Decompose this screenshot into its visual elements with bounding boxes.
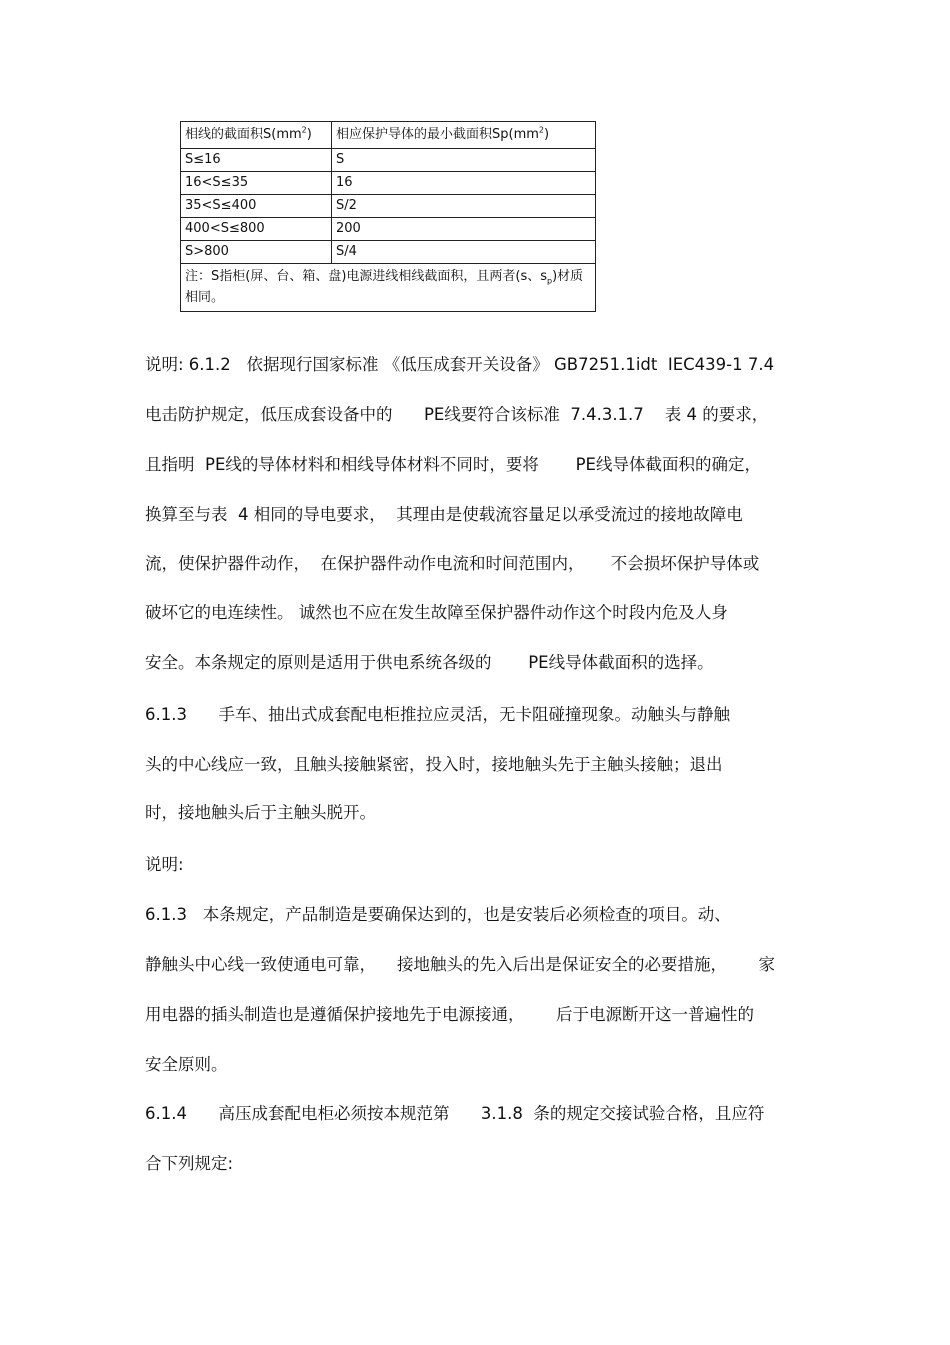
body-line: 破坏它的电连续性。 诚然也不应在发生故障至保护器件动作这个时段内危及人身 [145, 603, 728, 622]
table-note-text: 注：S指柜(屏、台、箱、盘)电源进线相线截面积，且两者(s、s [185, 269, 548, 284]
table-header-phase-section [181, 122, 332, 149]
body-line: 6.1.3 手车、抽出式成套配电柜推拉应灵活，无卡阻碰撞现象。动触头与静触 [145, 705, 730, 724]
table-row [181, 195, 596, 218]
table-note-subscript: p [547, 276, 553, 286]
header-col2-close: ) [544, 127, 550, 142]
body-line: 说明: [145, 855, 184, 874]
body-line: 流，使保护器件动作， 在保护器件动作电流和时间范围内， 不会损坏保护导体或 [145, 554, 760, 573]
body-line: 安全原则。 [145, 1055, 228, 1074]
body-line: 静触头中心线一致使通电可靠， 接地触头的先入后出是保证安全的必要措施， 家 [145, 955, 775, 974]
table-cell-value: S/4 [332, 241, 596, 264]
table-header-pe-section [332, 122, 596, 149]
body-line: 6.1.3 本条规定，产品制造是要确保达到的，也是安装后必须检查的项目。动、 [145, 905, 731, 924]
table-note-text-end: )材质相同。 [185, 269, 584, 305]
table-header-row [181, 122, 596, 149]
table-cell-value: S [332, 149, 596, 172]
table-row [181, 241, 596, 264]
table-note [181, 264, 596, 312]
pe-conductor-section-table [180, 121, 596, 312]
table-cell-value: S/2 [332, 195, 596, 218]
table-cell-value: 16 [332, 172, 596, 195]
body-line: 说明: 6.1.2 依据现行国家标准 《低压成套开关设备》 GB7251.1idt IEC439-1 7.4 [145, 355, 775, 374]
table-row [181, 149, 596, 172]
body-line: 时，接地触头后于主触头脱开。 [145, 803, 376, 822]
header-col1-close: ) [306, 127, 312, 142]
body-line: 合下列规定: [145, 1154, 234, 1173]
table-cell-range: 400<S≤800 [181, 218, 332, 241]
body-line: 安全。本条规定的原则是适用于供电系统各级的 PE线导体截面积的选择。 [145, 653, 714, 672]
table-cell-range: S>800 [181, 241, 332, 264]
table-cell-range: 16<S≤35 [181, 172, 332, 195]
body-line: 换算至与表 4 相同的导电要求， 其理由是使载流容量足以承受流过的接地故障电 [145, 505, 743, 524]
header-col1-text: 相线的截面积S(mm [185, 127, 302, 142]
body-line: 用电器的插头制造也是遵循保护接地先于电源接通， 后于电源断开这一普遍性的 [145, 1005, 754, 1024]
table-note-row [181, 264, 596, 312]
header-col2-text: 相应保护导体的最小截面积Sp(mm [336, 127, 539, 142]
body-line: 电击防护规定，低压成套设备中的 PE线要符合该标准 7.4.3.1.7 表 4 的要求， [145, 405, 769, 424]
body-line: 头的中心线应一致，且触头接触紧密，投入时，接地触头先于主触头接触；退出 [145, 755, 723, 774]
table-cell-range: 35<S≤400 [181, 195, 332, 218]
header-col2-superscript: 2 [538, 125, 544, 135]
table-row [181, 172, 596, 195]
table-cell-range: S≤16 [181, 149, 332, 172]
table-cell-value: 200 [332, 218, 596, 241]
header-col1-superscript: 2 [301, 125, 307, 135]
body-line: 6.1.4 高压成套配电柜必须按本规范第 3.1.8 条的规定交接试验合格，且应符 [145, 1104, 765, 1123]
body-line: 且指明 PE线的导体材料和相线导体材料不同时，要将 PE线导体截面积的确定， [145, 455, 761, 474]
table-row [181, 218, 596, 241]
